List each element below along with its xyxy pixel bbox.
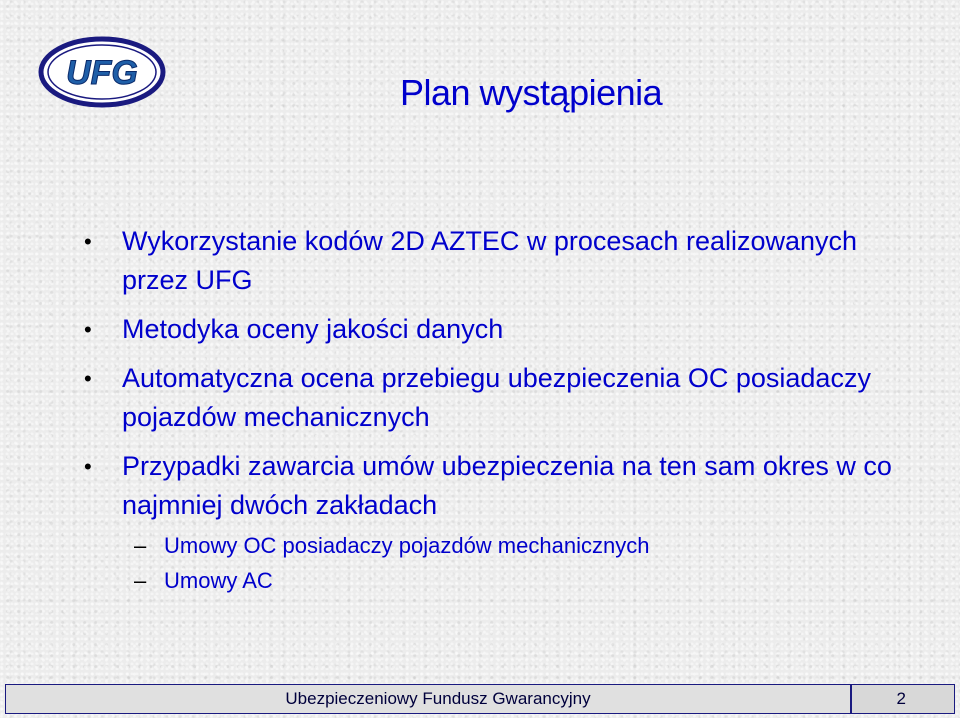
dash-icon: – xyxy=(134,533,147,558)
slide-title: Plan wystąpienia xyxy=(400,72,663,113)
bullet-item xyxy=(84,447,904,525)
page-number: 2 xyxy=(851,684,955,714)
bullet-text: Metodyka oceny jakości danych xyxy=(122,314,504,344)
bullet-dot-icon: • xyxy=(84,317,92,342)
sub-item-text: Umowy AC xyxy=(164,568,273,593)
sub-item-text: Umowy OC posiadaczy pojazdów mechanicznych xyxy=(164,533,650,558)
bullet-text: Automatyczna ocena przebiegu ubezpieczenia OC posiadaczy pojazdów mechanicznych xyxy=(122,363,871,432)
bullet-item xyxy=(84,310,904,349)
bullet-dot-icon: • xyxy=(84,366,92,391)
sub-item xyxy=(84,562,904,599)
bullet-text: Wykorzystanie kodów 2D AZTEC w procesach realizowanych przez UFG xyxy=(122,226,858,295)
bullet-dot-icon: • xyxy=(84,229,92,254)
logo-text: UFG xyxy=(66,54,138,92)
bullet-item xyxy=(84,359,904,437)
bullet-item xyxy=(84,222,904,300)
sub-item xyxy=(84,527,904,564)
bullet-dot-icon: • xyxy=(84,454,92,479)
slide-content xyxy=(84,222,904,599)
footer-organization: Ubezpieczeniowy Fundusz Gwarancyjny xyxy=(5,684,851,714)
footer-bar xyxy=(5,684,955,714)
ufg-logo xyxy=(38,36,166,108)
bullet-text: Przypadki zawarcia umów ubezpieczenia na ten sam okres w co najmniej dwóch zakładach xyxy=(122,451,892,520)
dash-icon: – xyxy=(134,568,147,593)
